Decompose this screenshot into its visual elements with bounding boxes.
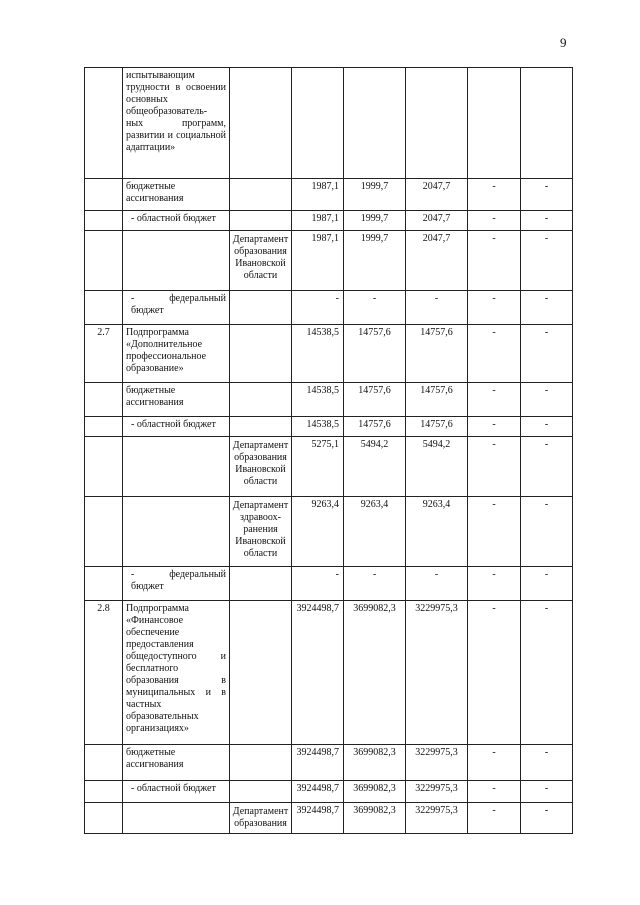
value-2023-cell: -	[468, 497, 521, 567]
department-cell: Департамент здравоох- ранения Ивановской области	[230, 497, 292, 567]
value-2023-cell: -	[468, 781, 521, 803]
value-2020-cell: 5275,1	[292, 437, 344, 497]
description-cell: бюджетные ассигнования	[123, 179, 230, 211]
value-2023-cell: -	[468, 745, 521, 781]
value-2024-cell: -	[521, 211, 573, 231]
description-cell: - областной бюджет	[123, 211, 230, 231]
description-cell: - федеральный бюджет	[123, 291, 230, 325]
value-2023-cell	[468, 68, 521, 179]
budget-table	[84, 67, 573, 834]
description-cell	[123, 497, 230, 567]
value-2020-cell: 1987,1	[292, 179, 344, 211]
value-2021-cell: 1999,7	[344, 179, 406, 211]
value-2020-cell: 1987,1	[292, 231, 344, 291]
row-number-cell	[85, 781, 123, 803]
department-cell: Департамент образования	[230, 803, 292, 834]
department-cell	[230, 383, 292, 417]
table-row	[85, 497, 573, 567]
value-2021-cell: -	[344, 291, 406, 325]
value-2021-cell	[344, 68, 406, 179]
value-2024-cell: -	[521, 567, 573, 601]
table-row	[85, 211, 573, 231]
table-row	[85, 567, 573, 601]
page-number: 9	[560, 35, 567, 50]
value-2021-cell: 5494,2	[344, 437, 406, 497]
value-2021-cell: 3699082,3	[344, 601, 406, 745]
row-number-cell	[85, 291, 123, 325]
row-number-cell	[85, 68, 123, 179]
value-2022-cell: 9263,4	[406, 497, 468, 567]
value-2024-cell	[521, 68, 573, 179]
row-number-cell	[85, 437, 123, 497]
department-cell	[230, 417, 292, 437]
value-2020-cell: 3924498,7	[292, 781, 344, 803]
value-2024-cell: -	[521, 417, 573, 437]
value-2024-cell: -	[521, 497, 573, 567]
row-number-cell	[85, 417, 123, 437]
description-cell	[123, 231, 230, 291]
value-2022-cell: 3229975,3	[406, 745, 468, 781]
value-2024-cell: -	[521, 291, 573, 325]
table-row	[85, 437, 573, 497]
department-cell	[230, 567, 292, 601]
description-cell	[123, 803, 230, 834]
row-number-cell	[85, 567, 123, 601]
value-2023-cell: -	[468, 179, 521, 211]
department-cell	[230, 291, 292, 325]
table-row	[85, 803, 573, 834]
value-2020-cell: -	[292, 291, 344, 325]
value-2020-cell: 14538,5	[292, 383, 344, 417]
description-cell: - федеральный бюджет	[123, 567, 230, 601]
value-2022-cell: 14757,6	[406, 383, 468, 417]
value-2020-cell: 3924498,7	[292, 745, 344, 781]
value-2024-cell: -	[521, 325, 573, 383]
table-row	[85, 601, 573, 745]
row-number-cell	[85, 179, 123, 211]
row-number-cell: 2.7	[85, 325, 123, 383]
description-cell: бюджетные ассигнования	[123, 383, 230, 417]
table-body	[85, 68, 573, 834]
value-2024-cell: -	[521, 437, 573, 497]
table-row	[85, 68, 573, 179]
value-2021-cell: 1999,7	[344, 231, 406, 291]
department-cell	[230, 211, 292, 231]
value-2021-cell: 1999,7	[344, 211, 406, 231]
table-row	[85, 745, 573, 781]
value-2022-cell: 14757,6	[406, 417, 468, 437]
value-2020-cell: 14538,5	[292, 417, 344, 437]
department-cell: Департамент образования Ивановской области	[230, 231, 292, 291]
value-2020-cell: 1987,1	[292, 211, 344, 231]
description-cell: Подпрограмма «Финансовое обеспечение предоставления общедоступного и бесплатного образования в муниципальных и в частных образовательных организациях»	[123, 601, 230, 745]
description-cell: Подпрограмма «Дополнительное профессиональное образование»	[123, 325, 230, 383]
value-2020-cell: -	[292, 567, 344, 601]
value-2020-cell: 9263,4	[292, 497, 344, 567]
description-cell: испытывающим трудности в освоении основных общеобразователь- ных программ, развитии и социальной адаптации»	[123, 68, 230, 179]
value-2023-cell: -	[468, 291, 521, 325]
value-2020-cell	[292, 68, 344, 179]
table-row	[85, 383, 573, 417]
department-cell	[230, 601, 292, 745]
value-2022-cell	[406, 68, 468, 179]
department-cell: Департамент образования Ивановской области	[230, 437, 292, 497]
value-2024-cell: -	[521, 601, 573, 745]
row-number-cell	[85, 745, 123, 781]
department-cell	[230, 781, 292, 803]
value-2022-cell: 3229975,3	[406, 781, 468, 803]
value-2022-cell: 5494,2	[406, 437, 468, 497]
table-row	[85, 291, 573, 325]
value-2021-cell: 14757,6	[344, 325, 406, 383]
row-number-cell	[85, 803, 123, 834]
value-2022-cell: 2047,7	[406, 231, 468, 291]
value-2020-cell: 3924498,7	[292, 601, 344, 745]
value-2021-cell: 3699082,3	[344, 803, 406, 834]
value-2023-cell: -	[468, 803, 521, 834]
value-2022-cell: 14757,6	[406, 325, 468, 383]
value-2021-cell: 14757,6	[344, 383, 406, 417]
value-2021-cell: 14757,6	[344, 417, 406, 437]
value-2021-cell: 3699082,3	[344, 781, 406, 803]
value-2020-cell: 14538,5	[292, 325, 344, 383]
table-row	[85, 417, 573, 437]
value-2021-cell: 9263,4	[344, 497, 406, 567]
value-2024-cell: -	[521, 231, 573, 291]
table-row	[85, 781, 573, 803]
value-2023-cell: -	[468, 437, 521, 497]
department-cell	[230, 68, 292, 179]
value-2022-cell: 3229975,3	[406, 601, 468, 745]
row-number-cell	[85, 211, 123, 231]
department-cell	[230, 325, 292, 383]
table-row	[85, 179, 573, 211]
value-2024-cell: -	[521, 803, 573, 834]
value-2023-cell: -	[468, 601, 521, 745]
department-cell	[230, 179, 292, 211]
value-2021-cell: -	[344, 567, 406, 601]
row-number-cell	[85, 231, 123, 291]
value-2024-cell: -	[521, 383, 573, 417]
row-number-cell	[85, 383, 123, 417]
description-cell: - областной бюджет	[123, 781, 230, 803]
value-2023-cell: -	[468, 567, 521, 601]
table-row	[85, 231, 573, 291]
value-2022-cell: 2047,7	[406, 179, 468, 211]
table-row	[85, 325, 573, 383]
description-cell: - областной бюджет	[123, 417, 230, 437]
value-2024-cell: -	[521, 781, 573, 803]
value-2024-cell: -	[521, 179, 573, 211]
value-2023-cell: -	[468, 325, 521, 383]
row-number-cell: 2.8	[85, 601, 123, 745]
value-2022-cell: 2047,7	[406, 211, 468, 231]
description-cell: бюджетные ассигнования	[123, 745, 230, 781]
value-2022-cell: -	[406, 291, 468, 325]
value-2023-cell: -	[468, 383, 521, 417]
value-2023-cell: -	[468, 231, 521, 291]
value-2023-cell: -	[468, 417, 521, 437]
description-cell	[123, 437, 230, 497]
value-2022-cell: -	[406, 567, 468, 601]
value-2023-cell: -	[468, 211, 521, 231]
value-2024-cell: -	[521, 745, 573, 781]
value-2020-cell: 3924498,7	[292, 803, 344, 834]
department-cell	[230, 745, 292, 781]
value-2022-cell: 3229975,3	[406, 803, 468, 834]
value-2021-cell: 3699082,3	[344, 745, 406, 781]
row-number-cell	[85, 497, 123, 567]
